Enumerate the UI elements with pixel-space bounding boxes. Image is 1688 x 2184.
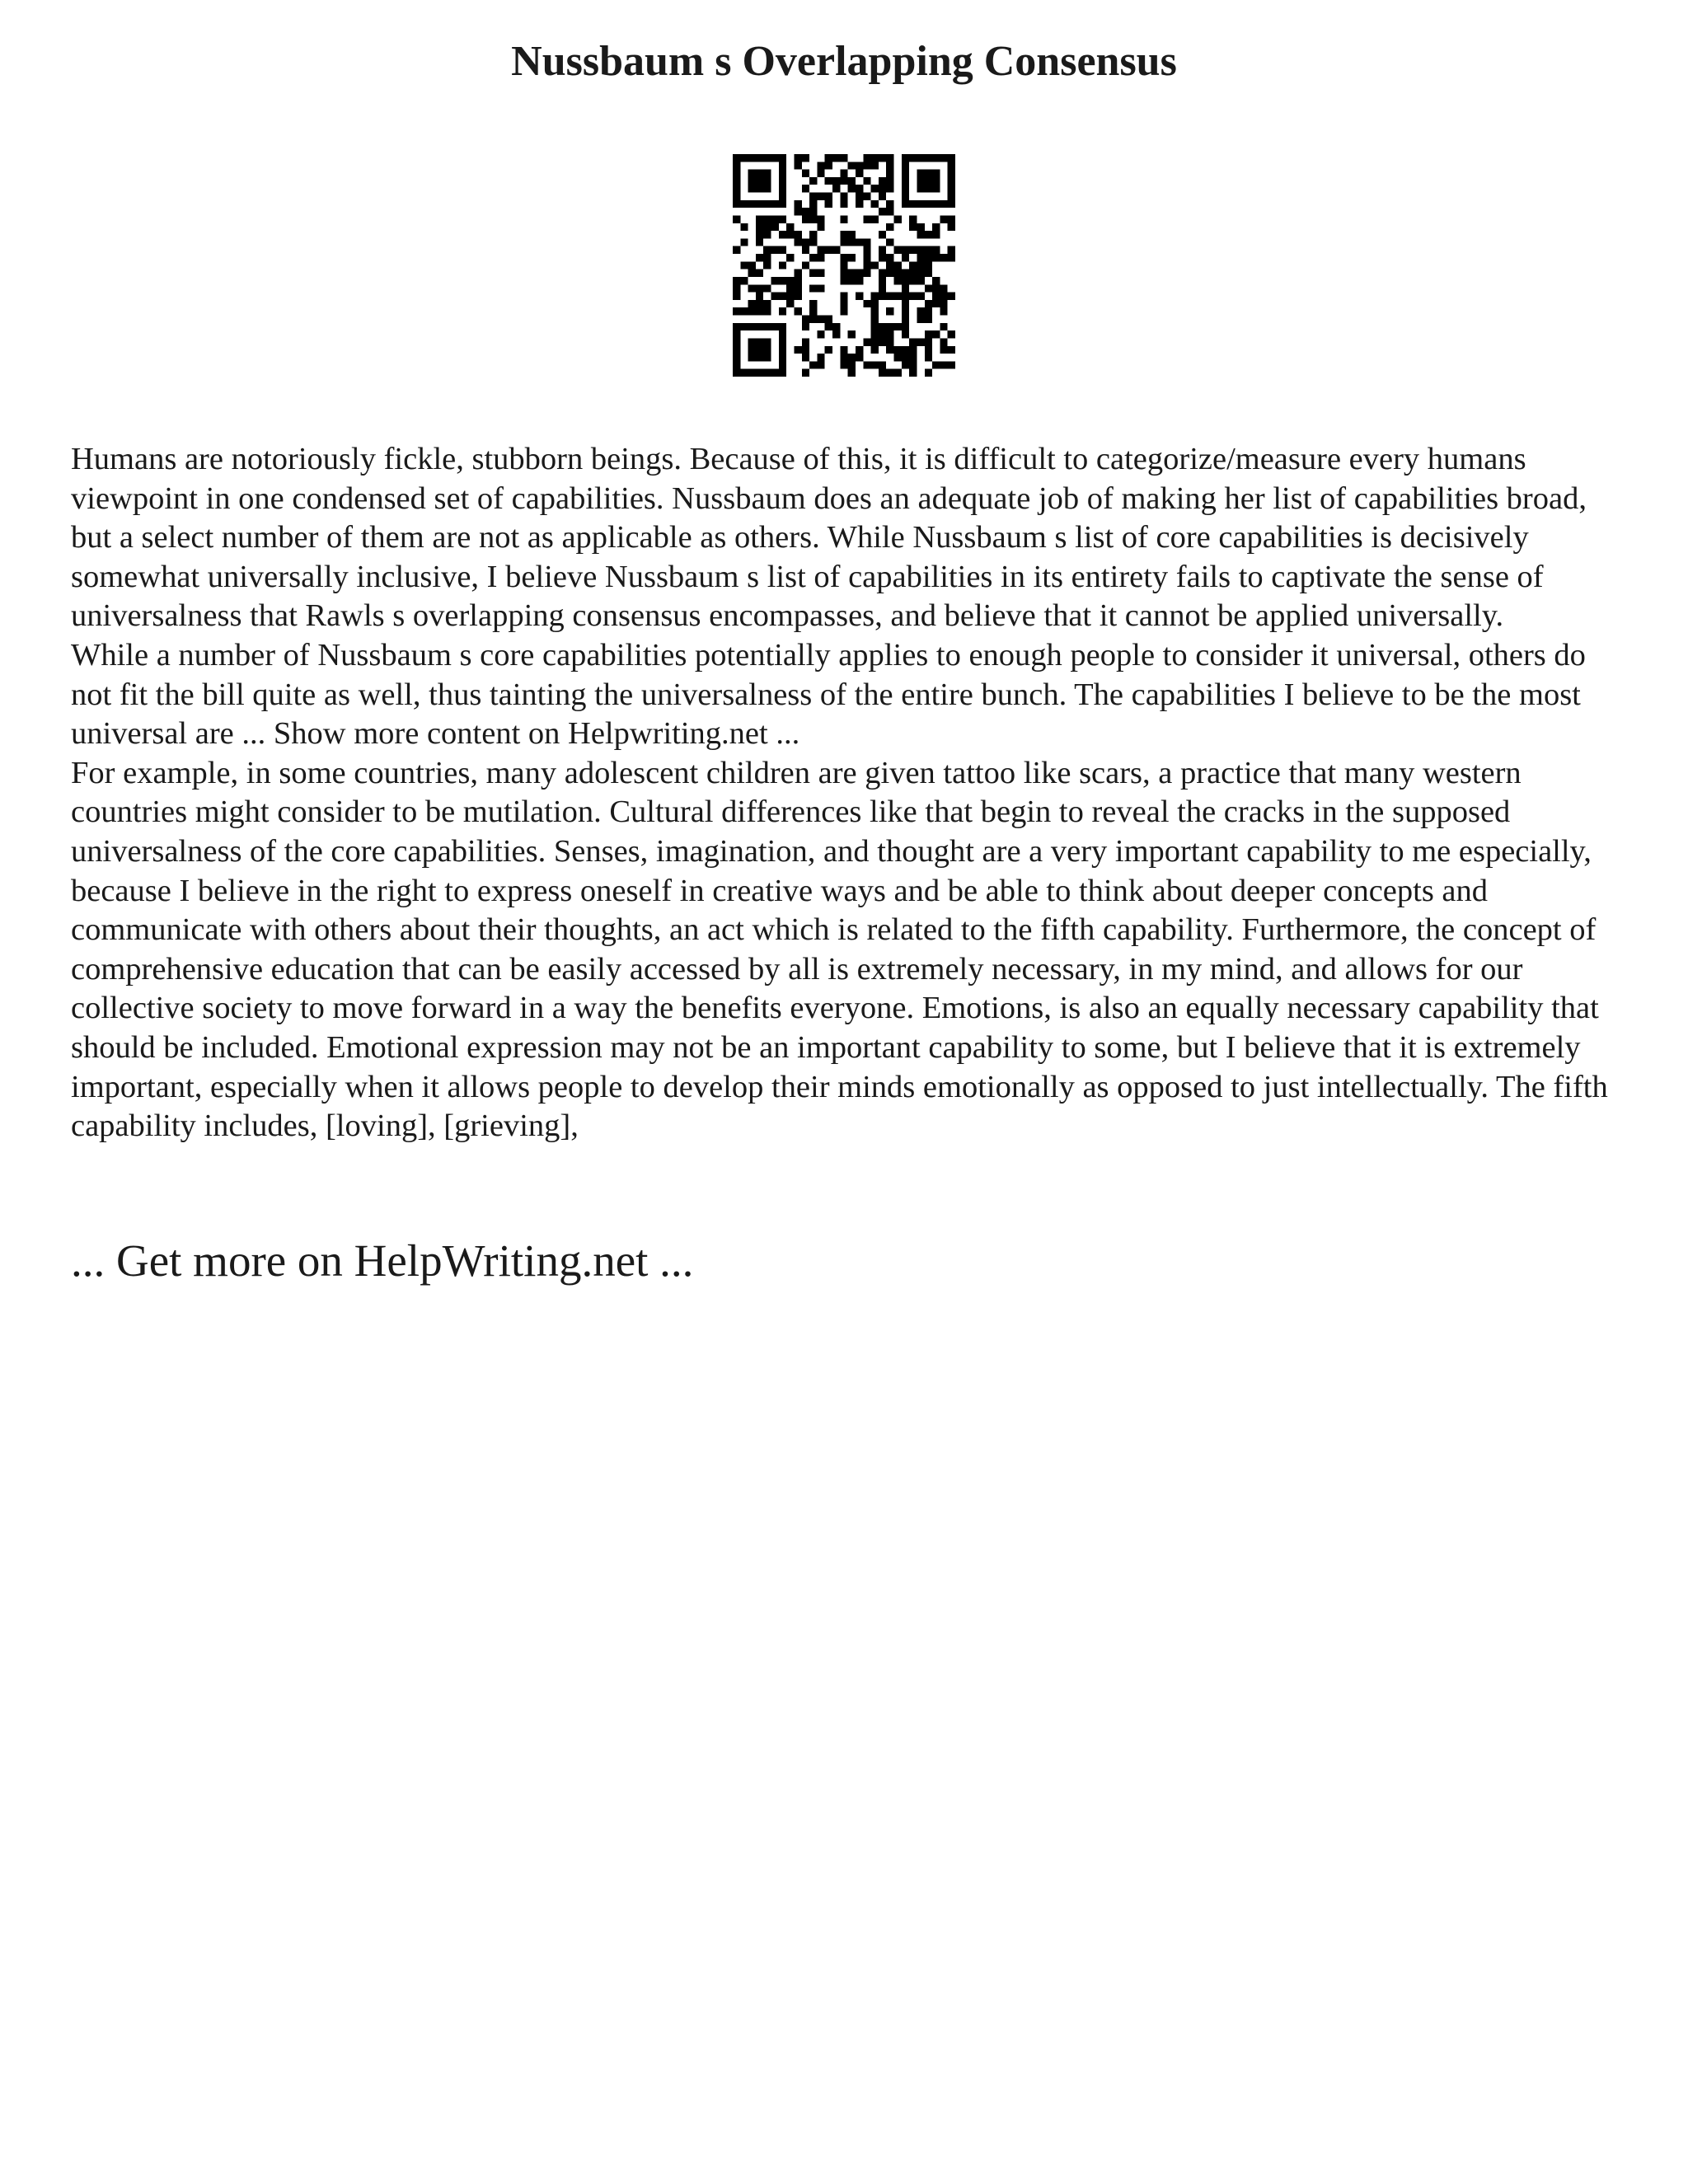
paragraph: Humans are notoriously fickle, stubborn beings. Because of this, it is difficult to categorize/measure every humans viewpoint in one condensed set of capabilities. Nussbaum does an adequate job of making her list of capabilities broad, but a select number of them are not as applicable as others. While Nussbaum s list of core capabilities is decisively somewhat universally inclusive, I believe Nussbaum s list of capabilities in its entirety fails to captivate the sense of universalness that Rawls s overlapping consensus encompasses, and believe that it cannot be applied universally. — [71, 442, 1587, 634]
page-title: Nussbaum s Overlapping Consensus — [511, 38, 1177, 85]
get-more-link[interactable]: ... Get more on HelpWriting.net ... — [71, 1235, 694, 1286]
qr-code-icon — [733, 154, 955, 377]
article-body — [71, 440, 1629, 1146]
paragraph: For example, in some countries, many adolescent children are given tattoo like scars, a practice that many western countries might consider to be mutilation. Cultural differences like that begin to reveal the cracks in the supposed universalness of the core capabilities. Senses, imagination, and thought are a very important capability to me especially, because I believe in the right to express oneself in creative ways and be able to think about deeper concepts and communicate with others about their thoughts, an act which is related to the fifth capability. Furthermore, the concept of comprehensive education that can be easily accessed by all is extremely necessary, in my mind, and allows for our collective society to move forward in a way the benefits everyone. Emotions, is also an equally necessary capability that should be included. Emotional expression may not be an important capability to some, but I believe that it is extremely important, especially when it allows people to develop their minds emotionally as opposed to just intellectually. The fifth capability includes, [loving], [grieving], — [71, 755, 1608, 1144]
paragraph: While a number of Nussbaum s core capabilities potentially applies to enough people to consider it universal, others do not fit the bill quite as well, thus tainting the universalness of the entire bunch. The capabilities I believe to be the most universal are ... Show more content on Helpwriting.net ... — [71, 637, 1586, 752]
